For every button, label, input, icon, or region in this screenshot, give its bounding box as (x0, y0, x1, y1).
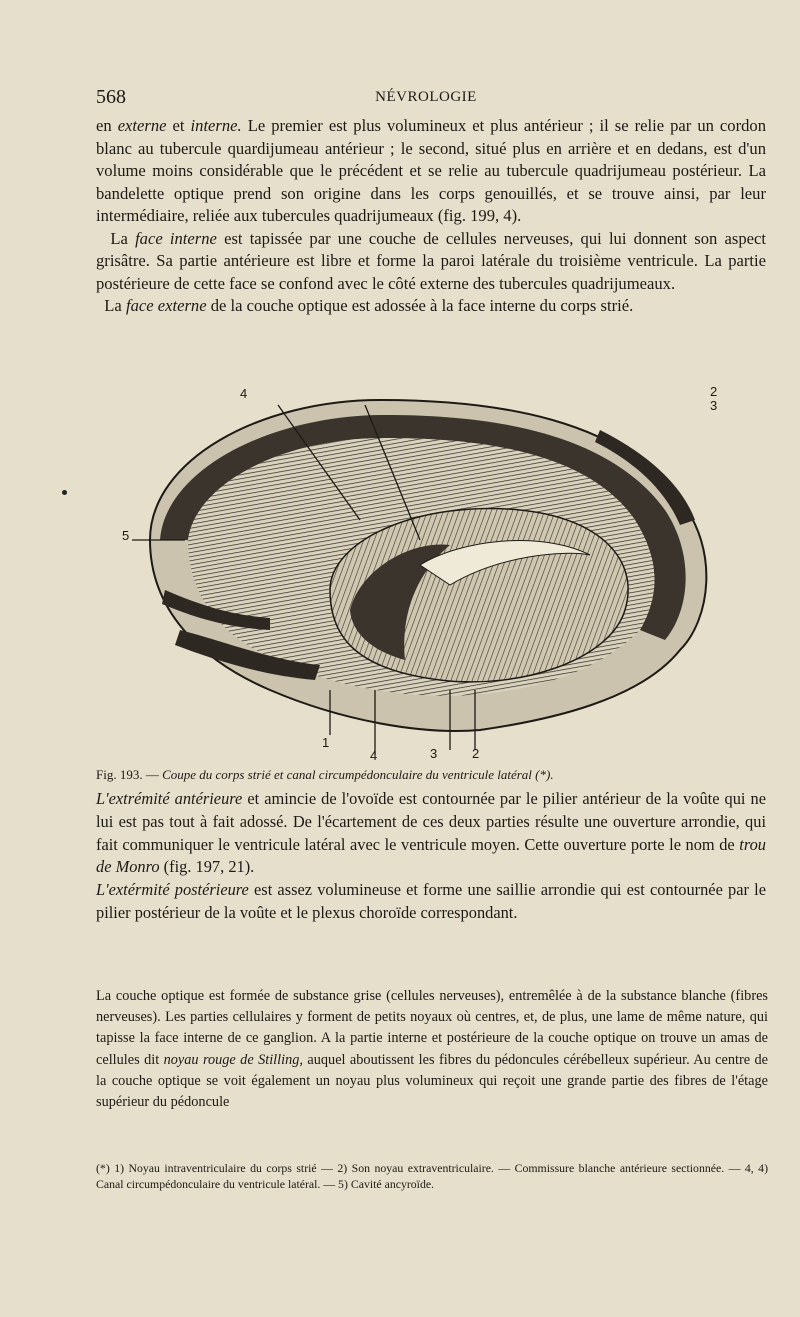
figure-footnote: (*) 1) Noyau intraventriculaire du corps strié — 2) Son noyau extraventriculaire. — Commissure blanche antérieure sectionnée. — 4, 4) Canal circumpédonculaire du ventricule latéral. — 5) Cavité ancyroïde. (96, 1161, 768, 1191)
figure-caption (96, 767, 776, 783)
figure-label-4-top: 4 (240, 386, 248, 401)
paragraph-5: L'extérmité postérieure est assez volumineuse et forme une saillie arrondie qui est contournée par le pilier postérieur de la voûte et le plexus choroïde correspondant. (96, 880, 766, 922)
figure-number: Fig. 193. — (96, 767, 159, 782)
figure-label-5: 5 (122, 528, 130, 543)
paragraph-2: La face interne est tapissée par une couche de cellules nerveuses, qui lui donnent son aspect grisâtre. Sa partie antérieure est libre et forme la paroi latérale du troisième ventricule. La partie postérieure de cette face se confond avec le côté externe des tubercules quadrijumeaux. (96, 228, 766, 293)
figure-label-1: 1 (322, 735, 330, 750)
brain-section-figure (120, 384, 730, 763)
brain-section-illustration (120, 390, 730, 760)
running-head (96, 86, 756, 110)
small-print-paragraph: La couche optique est formée de substance grise (cellules nerveuses), entremêlée à de la substance blanche (fibres nerveuses). Les parties cellulaires y forment de petits noyaux où centres, et, de plus, une lame de même nature, qui tapisse la face interne de ce ganglion. A la partie interne et postérieure de la couche optique on trouve un amas de cellules dit noyau rouge de Stilling, auquel aboutissent les fibres du pédoncules cérébelleux supérieur. Au centre de la couche optique se voit également un noyau plus volumineux qui reçoit une grande partie des fibres de l'étage supérieur du pédoncule (96, 988, 768, 1111)
paragraph-4: L'extrémité antérieure et amincie de l'ovoïde est contournée par le pilier antérieur de la voûte qui ne lui est pas tout à fait adossé. De l'écartement de ces deux parties résulte une ouverture arrondie, qui fait communiquer le ventricule latéral avec le ventricule moyen. Cette ouverture porte le nom de trou de Monro (fig. 197, 21). (96, 789, 766, 877)
figure-label-3-top: 3 (710, 398, 718, 413)
running-title: NÉVROLOGIE (375, 89, 477, 105)
paragraph-1: en externe et interne. Le premier est plus volumineux et plus antérieur ; il se relie par un cordon blanc au tubercule quardijumeau antérieur ; le second, situé plus en arrière et en dedans, est d'un volume moins considérable que le précédent et se relie au tubercule quadrijumeau postérieur. La bandelette optique prend son origine dans les corps genouillés, et se trouve ainsi, par leur intermédiaire, reliée aux tubercules quadrijumeaux (fig. 199, 4). (96, 116, 767, 225)
body-text-lower (96, 788, 766, 925)
figure-label-2-top: 2 (710, 384, 718, 399)
body-text-upper (96, 115, 766, 318)
figure-label-4-bottom: 4 (370, 748, 378, 763)
printer-mark-dot (62, 490, 67, 495)
page-number: 568 (96, 86, 126, 108)
figure-label-3-bottom: 3 (430, 746, 438, 761)
paragraph-3: La face externe de la couche optique est adossée à la face interne du corps strié. (104, 296, 634, 315)
figure-caption-text: Coupe du corps strié et canal circumpédonculaire du ventricule latéral (*). (162, 767, 554, 782)
figure-label-2-bottom: 2 (472, 746, 480, 761)
